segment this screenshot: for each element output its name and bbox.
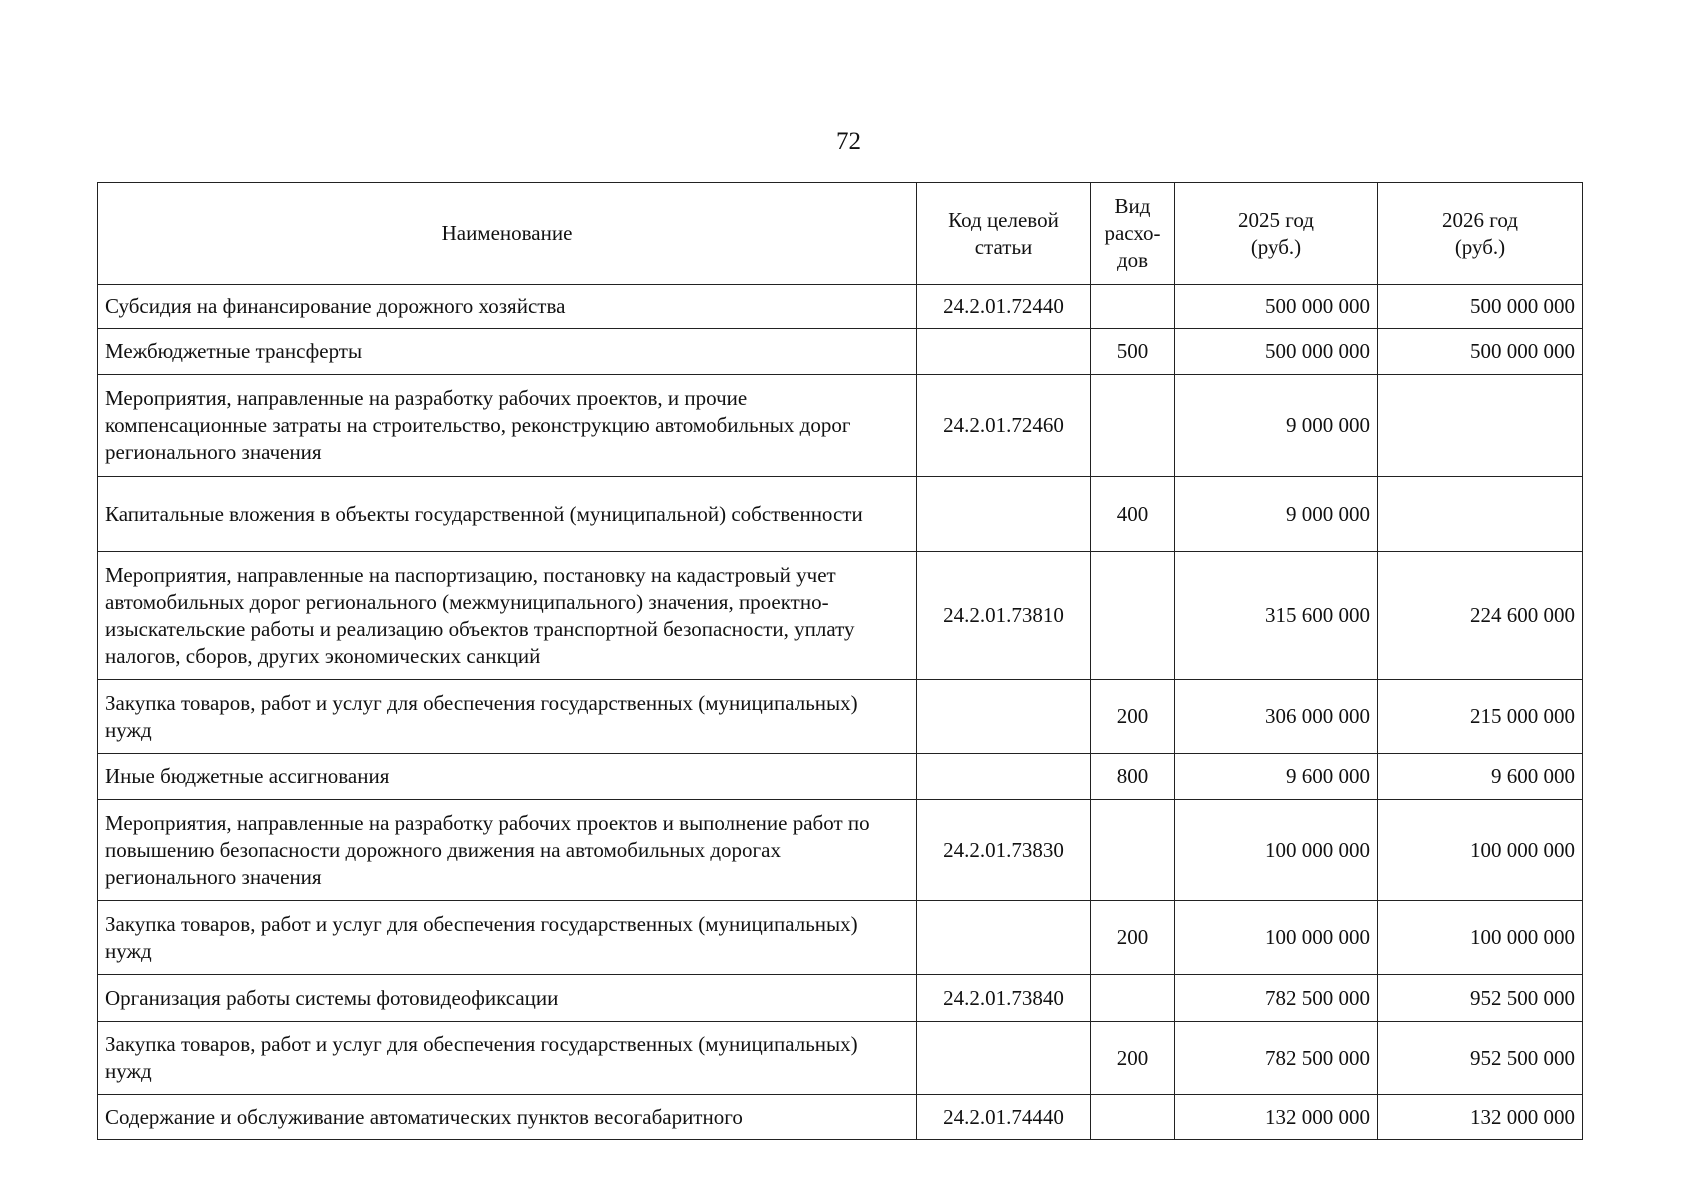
row-kind [1091,285,1175,329]
row-2026: 100 000 000 [1378,901,1583,975]
row-2026: 500 000 000 [1378,329,1583,375]
header-2026: 2026 год (руб.) [1378,183,1583,285]
table-row [98,1095,1583,1140]
row-name: Закупка товаров, работ и услуг для обеспечения государственных (муниципальных) нужд [98,680,917,754]
row-code [917,680,1091,754]
row-kind: 400 [1091,477,1175,552]
row-name: Закупка товаров, работ и услуг для обеспечения государственных (муниципальных) нужд [98,901,917,975]
row-kind: 500 [1091,329,1175,375]
row-name: Мероприятия, направленные на паспортизацию, постановку на кадастровый учет автомобильных дорог регионального (межмуниципального) значения, проектно-изыскательские работы и реализацию объектов транспортной безопасности, уплату налогов, сборов, других экономических санкций [98,552,917,680]
row-code [917,477,1091,552]
row-2026: 9 600 000 [1378,754,1583,800]
row-2026: 100 000 000 [1378,800,1583,901]
row-name: Содержание и обслуживание автоматических пунктов весогабаритного [98,1095,917,1140]
page-number: 72 [836,128,861,155]
row-name: Мероприятия, направленные на разработку рабочих проектов, и прочие компенсационные затраты на строительство, реконструкцию автомобильных дорог регионального значения [98,375,917,477]
row-2025: 132 000 000 [1175,1095,1378,1140]
budget-table [97,182,1583,1140]
row-code: 24.2.01.73840 [917,975,1091,1022]
table-row [98,975,1583,1022]
row-2025: 9 000 000 [1175,477,1378,552]
row-name: Межбюджетные трансферты [98,329,917,375]
row-kind [1091,800,1175,901]
row-kind [1091,552,1175,680]
row-code [917,754,1091,800]
header-kind: Вид расхо- дов [1091,183,1175,285]
table-row [98,901,1583,975]
row-2026: 500 000 000 [1378,285,1583,329]
row-2026 [1378,477,1583,552]
row-2025: 9 000 000 [1175,375,1378,477]
table-row [98,329,1583,375]
row-name: Закупка товаров, работ и услуг для обеспечения государственных (муниципальных) нужд [98,1022,917,1095]
row-kind: 200 [1091,1022,1175,1095]
row-kind [1091,375,1175,477]
row-code: 24.2.01.73830 [917,800,1091,901]
table-row [98,552,1583,680]
row-code: 24.2.01.72440 [917,285,1091,329]
row-2025: 782 500 000 [1175,1022,1378,1095]
row-code: 24.2.01.74440 [917,1095,1091,1140]
row-name: Капитальные вложения в объекты государственной (муниципальной) собственности [98,477,917,552]
header-code: Код целевой статьи [917,183,1091,285]
table-row [98,680,1583,754]
header-name: Наименование [98,183,917,285]
table-row [98,477,1583,552]
row-name: Организация работы системы фотовидеофиксации [98,975,917,1022]
row-2025: 782 500 000 [1175,975,1378,1022]
row-2026: 952 500 000 [1378,975,1583,1022]
row-name: Иные бюджетные ассигнования [98,754,917,800]
row-2026: 952 500 000 [1378,1022,1583,1095]
row-code [917,1022,1091,1095]
row-2026: 215 000 000 [1378,680,1583,754]
row-2025: 9 600 000 [1175,754,1378,800]
row-name: Мероприятия, направленные на разработку рабочих проектов и выполнение работ по повышению безопасности дорожного движения на автомобильных дорогах регионального значения [98,800,917,901]
table-row [98,800,1583,901]
row-2025: 500 000 000 [1175,285,1378,329]
row-2025: 100 000 000 [1175,901,1378,975]
row-2026: 132 000 000 [1378,1095,1583,1140]
row-kind [1091,1095,1175,1140]
row-kind: 800 [1091,754,1175,800]
row-code: 24.2.01.72460 [917,375,1091,477]
table-row [98,1022,1583,1095]
row-2025: 306 000 000 [1175,680,1378,754]
row-kind: 200 [1091,901,1175,975]
table-row [98,285,1583,329]
table-row [98,754,1583,800]
table-row [98,375,1583,477]
row-2025: 100 000 000 [1175,800,1378,901]
table-header-row [98,183,1583,285]
row-code: 24.2.01.73810 [917,552,1091,680]
row-code [917,329,1091,375]
row-2025: 500 000 000 [1175,329,1378,375]
row-kind [1091,975,1175,1022]
row-2025: 315 600 000 [1175,552,1378,680]
header-2025: 2025 год (руб.) [1175,183,1378,285]
row-kind: 200 [1091,680,1175,754]
row-name: Субсидия на финансирование дорожного хозяйства [98,285,917,329]
row-code [917,901,1091,975]
row-2026 [1378,375,1583,477]
row-2026: 224 600 000 [1378,552,1583,680]
